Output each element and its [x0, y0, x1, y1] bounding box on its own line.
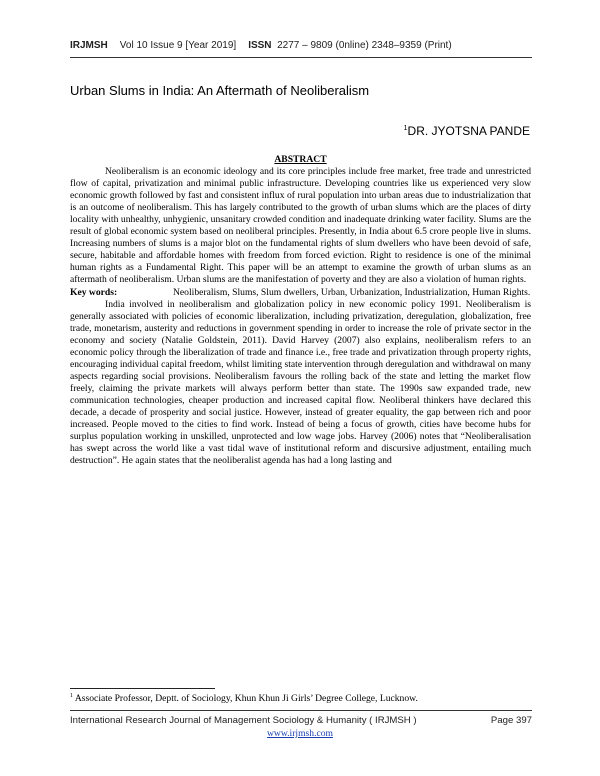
issn-numbers: 2277 – 9809 (0nline) 2348–9359 (Print) — [277, 40, 452, 51]
footnote-mark: 1 — [70, 693, 73, 699]
running-header — [70, 40, 540, 51]
abstract-text: Neoliberalism is an economic ideology and its core principles include free market, free trade and unrestricted flow of capital, privatization and minimal public infrastructure. Developing countries like us experienced very slow economic growth followed by fast and consistent influx of rural population into urban areas due to industrialization that is an outcome of neoliberalism. This has largely contributed to the growth of urban slums which are the places of dirty locality with unhealthy, unhygienic, unsanitary crowded condition and inadequate drinking water facility. Slums are the result of global economic system based on neoliberal principles. Presently, in India about 6.5 crore people live in slums. Increasing numbers of slums is a major blot on the fundamental rights of slum dwellers who have been devoid of safe, secure, habitable and affordable homes with freedom from forced eviction. Right to residence is one of the minimal human rights as a Fundamental Right. This paper will be an attempt to examine the growth of urban slums as an aftermath of neoliberalism. Urban slums are the manifestation of poverty and they are also a violation of human rights. — [70, 166, 531, 286]
keywords-text: Neoliberalism, Slums, Slum dwellers, Urban, Urbanization, Industrialization, Human Rights. — [173, 286, 531, 298]
running-footer — [70, 715, 532, 726]
footer-divider — [70, 710, 532, 711]
keywords-block — [70, 287, 531, 299]
keywords-label: Key words: — [70, 286, 118, 298]
author-line — [404, 124, 530, 138]
journal-abbrev: IRJMSH — [70, 40, 108, 51]
website-link[interactable]: www.irjmsh.com — [267, 728, 333, 739]
footnote-text: Associate Professor, Deptt. of Sociology, Khun Khun Ji Girls’ Degree College, Lucknow. — [73, 693, 418, 704]
intro-paragraph: India involved in neoliberalism and globalization policy in new economic policy 1991. Neoliberalism is generally associated with policies of economic liberalization, including privatization, deregulation, globalization, free trade, monetarism, austerity and reductions in government spending in order to increase the role of private sector in the economy and society (Natalie Goldstein, 2011). David Harvey (2007) also explains, neoliberalism refers to an economic policy through the liberalization of trade and finance i.e., free trade and privatization through property rights, encouraging individual capital freedom, whilst limiting state intervention through deregulation and withdrawal on many aspects regarding social provisions. Neoliberalism favours the rolling back of the state and letting the market flow freely, claiming the private markets will always perform better than state. The 1990s saw expanded trade, new communication technologies, cheaper production and increased capital flow. Neoliberal thinkers have declared this decade, a decade of prosperity and social justice. However, instead of greater equality, the gap between rich and poor increased. People moved to the cities to find work. Instead of being a focus of growth, cities have become hubs for surplus population working in unskilled, unprotected and low wage jobs. Harvey (2006) notes that “Neoliberalisation has swept across the world like a vast tidal wave of institutional reform and discursive adjustment, entailing much destruction”. He again states that the neoliberalist agenda has had a long lasting and — [70, 298, 531, 467]
footnote-divider — [70, 688, 215, 689]
article-title: Urban Slums in India: An Aftermath of Neoliberalism — [70, 83, 370, 98]
website-line — [0, 728, 600, 739]
footnote — [70, 693, 531, 704]
article-body — [70, 154, 531, 467]
page-number: Page 397 — [490, 715, 532, 726]
author-name: DR. JYOTSNA PANDE — [407, 124, 530, 138]
footer-journal-name: International Research Journal of Management Sociology & Humanity ( IRJMSH ) — [70, 715, 417, 726]
volume-info: Vol 10 Issue 9 [Year 2019] — [119, 40, 237, 51]
issn-label: ISSN — [248, 40, 272, 51]
abstract-heading: ABSTRACT — [274, 154, 327, 165]
author-footnote-mark: 1 — [403, 125, 408, 132]
header-divider — [70, 57, 532, 58]
